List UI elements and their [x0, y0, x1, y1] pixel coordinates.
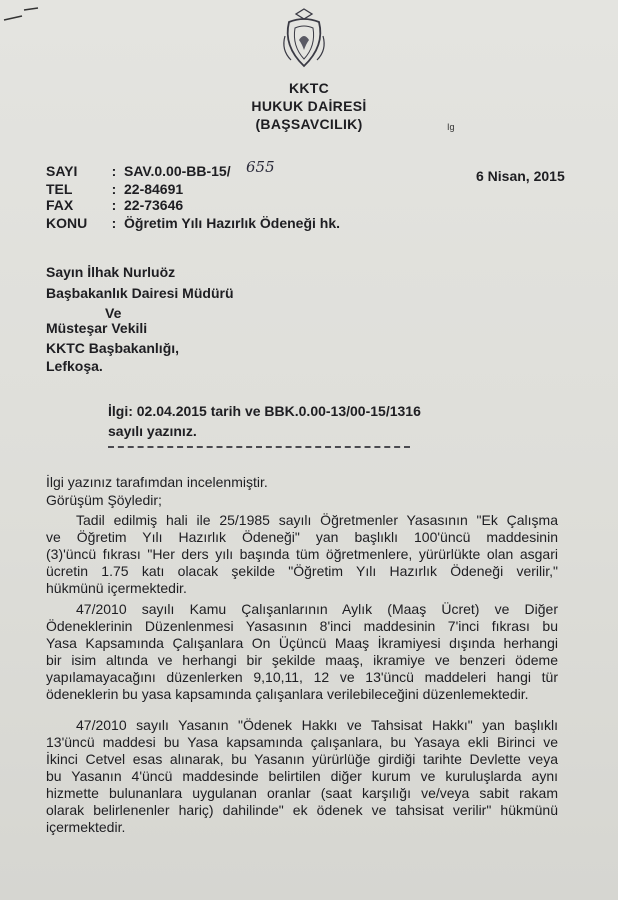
meta-value: 22-84691 — [124, 181, 184, 197]
recipient-name: Sayın İlhak Nurluöz — [46, 264, 176, 280]
paragraph-line: bu Yasanın 4'üncü maddesinde belirtilen diğer kurum ve kuruluşlarda aynı — [46, 768, 558, 784]
meta-value: Öğretim Yılı Hazırlık Ödeneği hk. — [124, 215, 341, 231]
meta-label: TEL — [46, 181, 73, 197]
paragraph-line: ödeneklerin bu yasa kapsamında çalışanlara verilebileceğini düzenlemektedir. — [46, 686, 529, 702]
paragraph-line: 13'üncü maddesi bu Yasa kapsamında çalışanlara, bu Yasaya ekli Birinci ve — [46, 734, 558, 750]
recipient-conjunction: Ve — [105, 305, 122, 321]
meta-label: FAX — [46, 197, 74, 213]
header-line-kktc: KKTC — [288, 80, 330, 96]
paragraph-line: Ödeneklerinin Düzenlenmesi Yasasının 8'inci maddesinin 7'inci fıkrası bu — [46, 618, 558, 634]
reference-line-2: sayılı yazınız. — [108, 423, 197, 439]
recipient-city: Lefkoşa. — [46, 358, 103, 374]
paragraph-line: hükmünü içermektedir. — [46, 580, 187, 596]
header-line-department: HUKUK DAİRESİ — [251, 98, 367, 114]
reference-line: İlgi: 02.04.2015 tarih ve BBK.0.00-13/00-15/1316 — [108, 403, 421, 419]
paragraph-line: yapılamayacağını düzenlerken 9,10,11, 12 ve 13'üncü maddeleri hangi tür — [46, 669, 558, 685]
paragraph-3 — [46, 717, 558, 836]
paragraph-1 — [46, 512, 558, 597]
paragraph-line: ve Öğretim Yılı Hazırlık Ödeneği" yan başlıklı 100'üncü maddesinin — [46, 529, 558, 545]
paragraph-line: İkinci Cetvel esas alınarak, bu Yasanın yürürlüğe girdiği tarihte Devlette veya — [46, 751, 558, 767]
paragraph-line: ücretin 1.75 katı olacak şekilde "Öğretim Yılı Hazırlık Ödeneği verilir," — [46, 563, 558, 579]
paragraph-line: içermektedir. — [46, 819, 126, 835]
paragraph-line: (3)'üncü fıkrası "Her ders yılı başında tüm öğretmenlere, yürürlükte olan asgari — [46, 546, 558, 562]
meta-row-sayi — [46, 163, 231, 179]
meta-separator: : — [111, 197, 117, 213]
coat-of-arms-emblem — [275, 6, 333, 70]
paragraph-2 — [46, 601, 558, 703]
recipient-title: Başbakanlık Dairesi Müdürü — [46, 285, 234, 301]
paragraph-line: hizmette bulunanlara uygulanan oranlar (saat karşılığı ve/veya sabit rakam — [46, 785, 558, 801]
meta-row-tel — [46, 181, 183, 197]
meta-label: KONU — [46, 215, 88, 231]
paragraph-line: bir isim altında ve herhangi bir şekilde maaş, ikramiye ve benzeri ödeme — [46, 652, 558, 668]
intro-line: İlgi yazınız tarafımdan incelenmiştir. — [46, 474, 268, 490]
header-line-office: (BAŞSAVCILIK) — [255, 116, 363, 132]
document-date: 6 Nisan, 2015 — [476, 168, 565, 184]
meta-row-fax — [46, 197, 183, 213]
recipient-institution: KKTC Başbakanlığı, — [46, 340, 180, 356]
margin-mark: Ig — [447, 122, 455, 132]
divider — [108, 446, 410, 448]
meta-value: SAV.0.00-BB-15/ — [124, 163, 231, 179]
paragraph-line: olarak belirlenenler hariç) dahilinde" ek ödenek ve tahsisat verilir" hükmünü — [46, 802, 558, 818]
paragraph-line: 47/2010 sayılı Yasanın "Ödenek Hakkı ve Tahsisat Hakkı" yan başlıklı — [76, 717, 558, 733]
meta-label: SAYI — [46, 163, 78, 179]
paragraph-line: Yasa Kapsamında Çalışanlara On Üçüncü Maaş İkramiyesi dışında herhangi — [46, 635, 558, 651]
meta-separator: : — [111, 163, 117, 179]
recipient-title-2: Müsteşar Vekili — [46, 320, 148, 336]
meta-row-konu — [46, 215, 340, 231]
meta-separator: : — [111, 181, 117, 197]
paragraph-line: 47/2010 sayılı Kamu Çalışanlarının Aylık (Maaş Ücret) ve Diğer — [76, 601, 558, 617]
intro-line-2: Görüşüm Şöyledir; — [46, 492, 162, 508]
meta-value: 22-73646 — [124, 197, 184, 213]
meta-separator: : — [111, 215, 117, 231]
handwritten-number: 655 — [246, 158, 275, 176]
pen-mark — [2, 6, 40, 26]
paragraph-line: Tadil edilmiş hali ile 25/1985 sayılı Öğretmenler Yasasının "Ek Çalışma — [76, 512, 558, 528]
